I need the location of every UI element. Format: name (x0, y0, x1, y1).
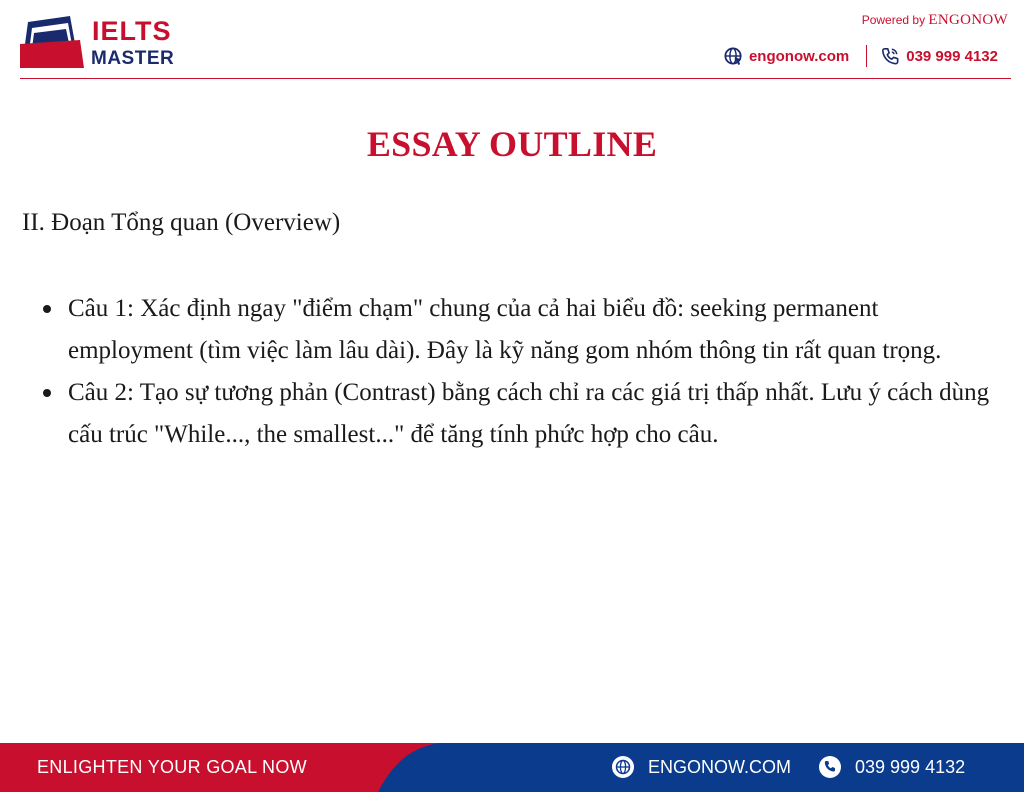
bullet-dot-icon (43, 389, 51, 397)
section-heading: II. Đoạn Tổng quan (Overview) (22, 209, 341, 236)
header (0, 0, 1024, 80)
header-contact-divider (866, 45, 867, 67)
outline-item-text: Câu 1: Xác định ngay "điểm chạm" chung của cả hai biểu đồ: seeking permanent employment (tìm việc làm lâu dài). Đây là kỹ năng gom nhóm thông tin rất quan trọng. (68, 295, 942, 364)
phone-icon (881, 47, 899, 65)
powered-by[interactable] (862, 12, 1008, 29)
outline-list (40, 288, 1005, 456)
outline-item (40, 288, 1005, 372)
header-contact (724, 45, 998, 67)
footer (0, 743, 1024, 792)
globe-icon (612, 756, 634, 778)
ielts-master-logo[interactable] (20, 14, 190, 72)
outline-item-text: Câu 2: Tạo sự tương phản (Contrast) bằng cách chỉ ra các giá trị thấp nhất. Lưu ý cách dùng cấu trúc "While..., the smallest..." để tăng tính phức hợp cho câu. (68, 379, 990, 448)
footer-contact (612, 755, 965, 779)
outline-item (40, 372, 1005, 456)
globe-icon (724, 47, 742, 65)
header-divider (20, 78, 1011, 79)
bullet-dot-icon (43, 305, 51, 313)
logo-text-master: MASTER (91, 48, 175, 69)
engonow-brand: ENGONOW (928, 12, 1008, 28)
powered-by-label: Powered by (861, 13, 929, 27)
footer-tagline: ENLIGHTEN YOUR GOAL NOW (37, 757, 307, 777)
footer-website-link[interactable]: ENGONOW.COM (648, 756, 791, 777)
logo-mark-icon (20, 16, 86, 68)
phone-icon (819, 756, 841, 778)
header-website-link[interactable]: engonow.com (748, 47, 850, 65)
logo-text-ielts: IELTS (92, 16, 172, 46)
footer-phone-link[interactable]: 039 999 4132 (855, 756, 966, 777)
page-title: ESSAY OUTLINE (366, 124, 658, 164)
header-phone-link[interactable]: 039 999 4132 (906, 47, 998, 65)
